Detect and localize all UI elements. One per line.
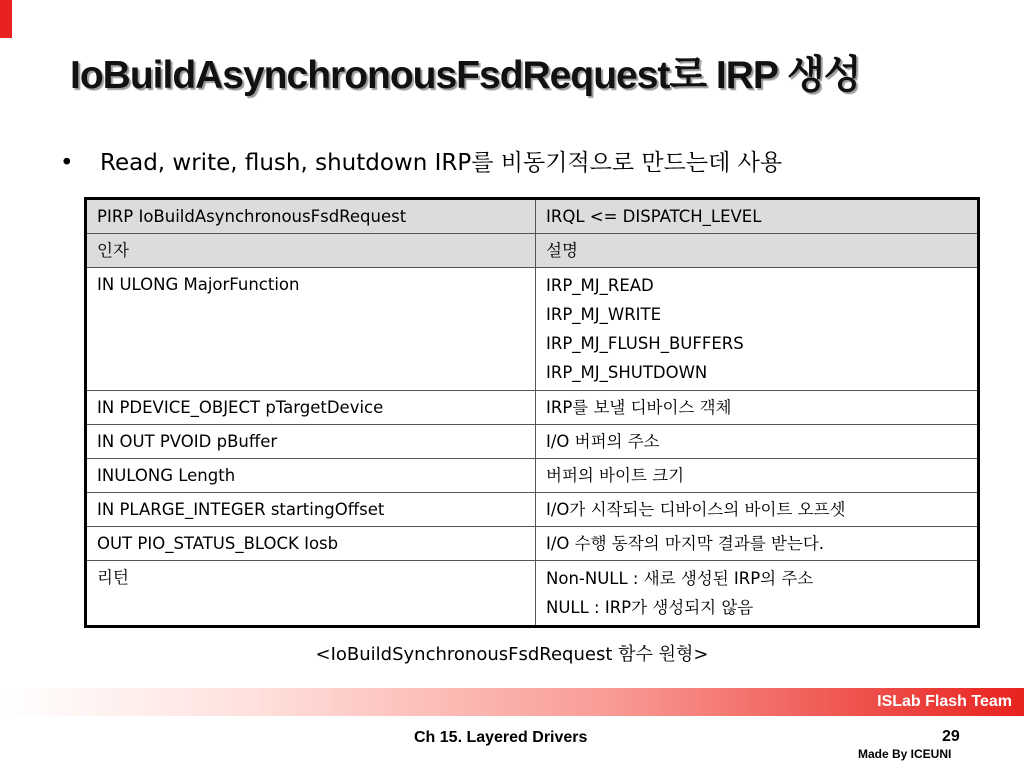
param-cell: IN ULONG MajorFunction [86,268,536,391]
desc-line: IRP_MJ_SHUTDOWN [546,363,708,382]
bullet-item [60,144,782,177]
table-row [86,459,979,493]
param-cell: 리턴 [86,561,536,627]
desc-line: NULL : IRP가 생성되지 않음 [546,598,754,617]
bullet-dot-icon: • [60,150,74,176]
table-row [86,425,979,459]
desc-cell: I/O가 시작되는 디바이스의 바이트 오프셋 [536,493,979,527]
param-cell: OUT PIO_STATUS_BLOCK Iosb [86,527,536,561]
table-header-row [86,199,979,234]
table-row [86,527,979,561]
accent-bar [0,0,12,38]
param-cell: IN PLARGE_INTEGER startingOffset [86,493,536,527]
subheader-cell-param: 인자 [86,234,536,268]
desc-cell: 버퍼의 바이트 크기 [536,459,979,493]
desc-cell [536,561,979,627]
table-row [86,268,979,391]
table-subheader-row [86,234,979,268]
page-number: 29 [942,728,960,745]
table-row [86,391,979,425]
table-row [86,493,979,527]
param-cell: IN OUT PVOID pBuffer [86,425,536,459]
desc-line: Non-NULL : 새로 생성된 IRP의 주소 [546,569,814,588]
desc-line: IRP_MJ_FLUSH_BUFFERS [546,334,744,353]
slide-title: IoBuildAsynchronousFsdRequest로 IRP 생성 [70,54,861,97]
param-cell: IN PDEVICE_OBJECT pTargetDevice [86,391,536,425]
header-cell-irql: IRQL <= DISPATCH_LEVEL [536,199,979,234]
header-cell-signature: PIRP IoBuildAsynchronousFsdRequest [86,199,536,234]
desc-line: IRP_MJ_READ [546,276,654,295]
author-credit: Made By ICEUNI [858,747,952,761]
team-label: ISLab Flash Team [877,693,1012,710]
table-row [86,561,979,627]
desc-cell: I/O 버퍼의 주소 [536,425,979,459]
chapter-label: Ch 15. Layered Drivers [414,729,588,746]
desc-cell: I/O 수행 동작의 마지막 결과를 받는다. [536,527,979,561]
footer-gradient-band [0,688,1024,716]
desc-cell [536,268,979,391]
desc-cell: IRP를 보낼 디바이스 객체 [536,391,979,425]
subheader-cell-desc: 설명 [536,234,979,268]
param-cell: INULONG Length [86,459,536,493]
table-caption: <IoBuildSynchronousFsdRequest 함수 원형> [315,644,709,665]
function-spec-table [84,197,980,628]
bullet-text: Read, write, flush, shutdown IRP를 비동기적으로 만드는데 사용 [100,150,783,176]
desc-line: IRP_MJ_WRITE [546,305,662,324]
